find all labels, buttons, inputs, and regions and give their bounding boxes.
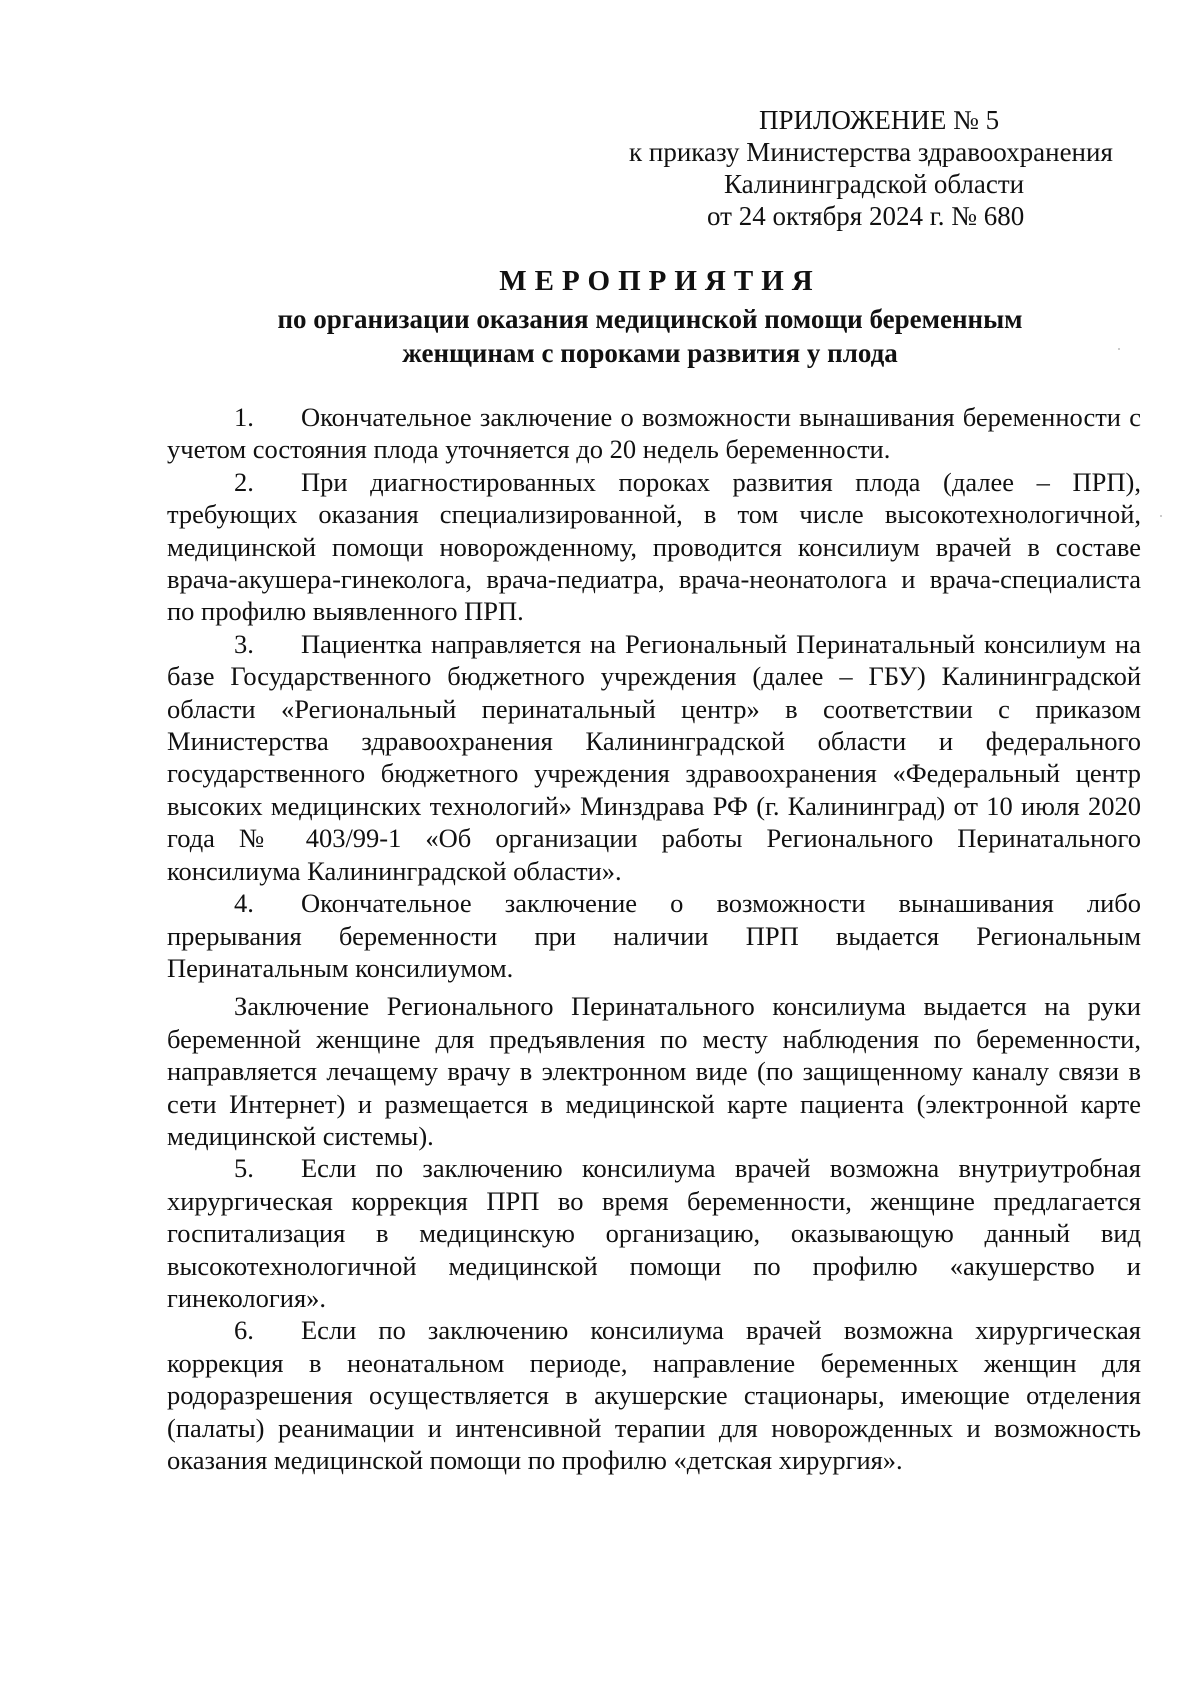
paragraph-number: 5.	[234, 1153, 254, 1184]
paragraph-number: 2.	[234, 466, 254, 497]
title-main: МЕРОПРИЯТИЯ	[499, 265, 821, 297]
paragraph-text: Пациентка направляется на Региональный Перинатальный консилиум на базе Государственного бюджетного учреждения (далее – ГБУ) Калининградской области «Региональный перинатальный центр» в соответствии с приказом Министерства здравоохранения Калининградской области и федерального государственного бюджетного учреждения здравоохранения «Федеральный центр высоких медицинских технологий» Минздрава РФ (г. Калининград) от 10 июля 2020 года № 403/99-1 «Об организации работы Регионального Перинатального консилиума Калининградской области».	[167, 628, 1141, 886]
paragraph-text: При диагностированных пороках развития плода (далее – ПРП), требующих оказания специализированной, в том числе высокотехнологичной, медицинской помощи новорожденному, проводится консилиум врачей в составе врача-акушера-гинеколога, врача-педиатра, врача-неонатолога и врача-специалиста по профилю выявленного ПРП.	[167, 466, 1141, 627]
paragraph-5	[167, 1152, 1141, 1314]
appendix-order-date: от 24 октября 2024 г. № 680	[707, 201, 1025, 231]
paragraph-text: Заключение Регионального Перинатального консилиума выдается на руки беременной женщине для предъявления по месту наблюдения по беременности, направляется лечащему врачу в электронном виде (по защищенному каналу связи в сети Интернет) и размещается в медицинской карте пациента (электронной карте медицинской системы).	[167, 991, 1141, 1151]
paragraph-number: 6.	[234, 1315, 254, 1346]
paragraph-text: Окончательное заключение о возможности вынашивания либо прерывания беременности при наличии ПРП выдается Региональным Перинатальным консилиумом.	[167, 888, 1141, 983]
appendix-order-ref: к приказу Министерства здравоохранения	[629, 137, 1113, 167]
scan-speck	[1160, 515, 1162, 517]
paragraph-4-continued	[167, 990, 1141, 1152]
document-body	[167, 401, 1141, 1476]
title-subtitle-line1: по организации оказания медицинской помощи беременным	[277, 304, 1023, 334]
paragraph-1	[167, 401, 1141, 466]
paragraph-text: Если по заключению консилиума врачей возможна внутриутробная хирургическая коррекция ПРП во время беременности, женщине предлагается госпитализация в медицинскую организацию, оказывающую данный вид высокотехнологичной медицинской помощи по профилю «акушерство и гинекология».	[167, 1153, 1141, 1313]
appendix-header	[620, 104, 1140, 232]
appendix-region: Калининградской области	[724, 169, 1025, 199]
paragraph-4	[167, 887, 1141, 984]
paragraph-number: 3.	[234, 628, 254, 659]
paragraph-text: Если по заключению консилиума врачей возможна хирургическая коррекция в неонатальном периоде, направление беременных женщин для родоразрешения осуществляется в акушерские стационары, имеющие отделения (палаты) реанимации и интенсивной терапии для новорожденных и возможность оказания медицинской помощи по профилю «детская хирургия».	[167, 1315, 1141, 1475]
paragraph-number: 1.	[234, 402, 254, 432]
title-subtitle-line2: женщинам с пороками развития у плода	[402, 338, 898, 368]
appendix-number: ПРИЛОЖЕНИЕ № 5	[759, 105, 1000, 135]
scan-speck	[1118, 348, 1120, 350]
paragraph-6	[167, 1314, 1141, 1476]
paragraph-3	[167, 628, 1141, 887]
paragraph-number: 4.	[234, 888, 254, 919]
paragraph-2	[167, 466, 1141, 628]
paragraph-text: Окончательное заключение о возможности вынашивания беременности с учетом состояния плода уточняется до 20 недель беременности.	[167, 402, 1141, 465]
document-title	[160, 264, 1140, 370]
